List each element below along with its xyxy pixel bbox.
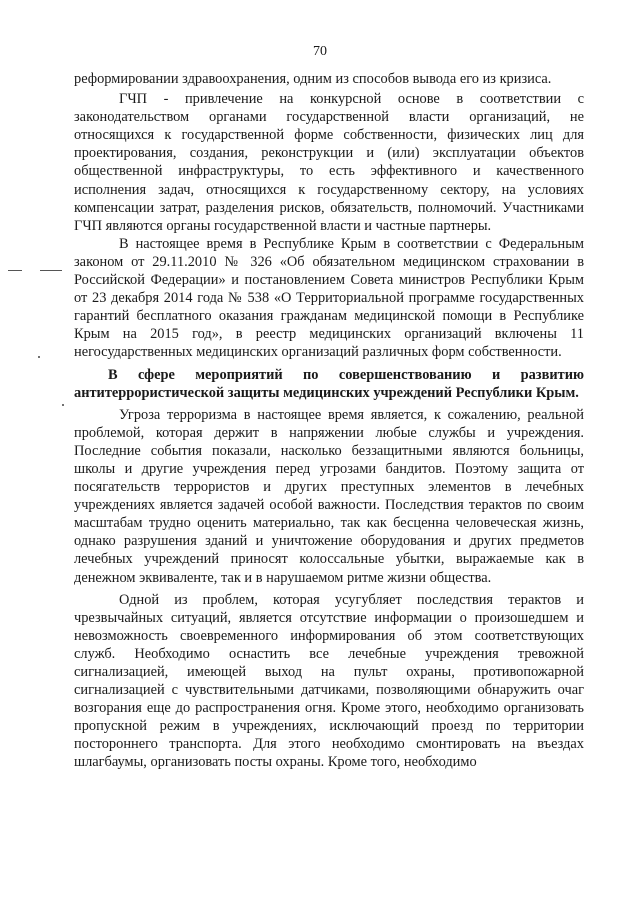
scan-mark (40, 270, 62, 271)
document-body (74, 70, 584, 772)
scan-dot (38, 356, 40, 358)
paragraph-alarm-systems: Одной из проблем, которая усугубляет последствия терактов и чрезвычайных ситуаций, является отсутствие информации о произошедшем и невозможность своевременного информирования об этом соответствующих служб. Необходимо оснастить все лечебные учреждения тревожной сигнализацией, имеющей выход на пульт охраны, противопожарной сигнализацией с чувствительными датчиками, позволяющими обнаружить очаг возгорания еще до распространения огня. Кроме этого, необходимо организовать пропускной режим в учреждениях, исключающий проезд по территории постороннего транспорта. Для этого необходимо смонтировать на въездах шлагбаумы, организовать посты охраны. Кроме того, необходимо (74, 591, 584, 771)
page-number: 70 (313, 44, 327, 59)
paragraph-ppp-definition: ГЧП - привлечение на конкурсной основе в соответствии с законодательством органами государственной власти организаций, не относящихся к государственной форме собственности, физических лиц для проектирования, создания, реконструкции и (или) эксплуатации объектов общественной инфраструктуры, то есть эффективного и качественного исполнения задач, относящихся к государственному сектору, на условиях компенсации затрат, разделения рисков, обязательств, полномочий. Участниками ГЧП являются органы государственной власти и частные партнеры. (74, 91, 584, 234)
scan-dot (62, 404, 64, 406)
paragraph-crimea-registry: В настоящее время в Республике Крым в соответствии с Федеральным законом от 29.11.2010 № 326 «Об обязательном медицинском страховании в Российской Федерации» и постановлением Совета министров Республики Крым от 23 декабря 2014 года № 538 «О Территориальной программе государственных гарантий бесплатного оказания гражданам медицинской помощи в Республике Крым на 2015 год», в реестр медицинских организаций включены 11 негосударственных медицинских организаций различных форм собственности. (74, 235, 584, 361)
paragraph-terror-threat: Угроза терроризма в настоящее время является, к сожалению, реальной проблемой, которая держит в напряжении любые службы и учреждения. Последние события показали, насколько беззащитными являются больницы, школы и другие учреждения перед угрозами бандитов. Поэтому защита от посягательств террористов и других преступных элементов в лечебных учреждениях является задачей особой важности. Последствия терактов по своим масштабам трудно оценить материально, так как бесценна человеческая жизнь, однако разрушения зданий и уничтожение оборудования и других предметов лечебных учреждений приносят колоссальные убытки, выражаемые как в денежном эквиваленте, так и в нарушаемом ритме жизни общества. (74, 406, 584, 586)
section-heading: В сфере мероприятий по совершенствованию и развитию антитеррористической защиты медицинских учреждений Республики Крым. (74, 366, 584, 401)
paragraph-continuation: реформировании здравоохранения, одним из способов вывода его из кризиса. (74, 71, 552, 87)
scan-mark (8, 270, 22, 271)
